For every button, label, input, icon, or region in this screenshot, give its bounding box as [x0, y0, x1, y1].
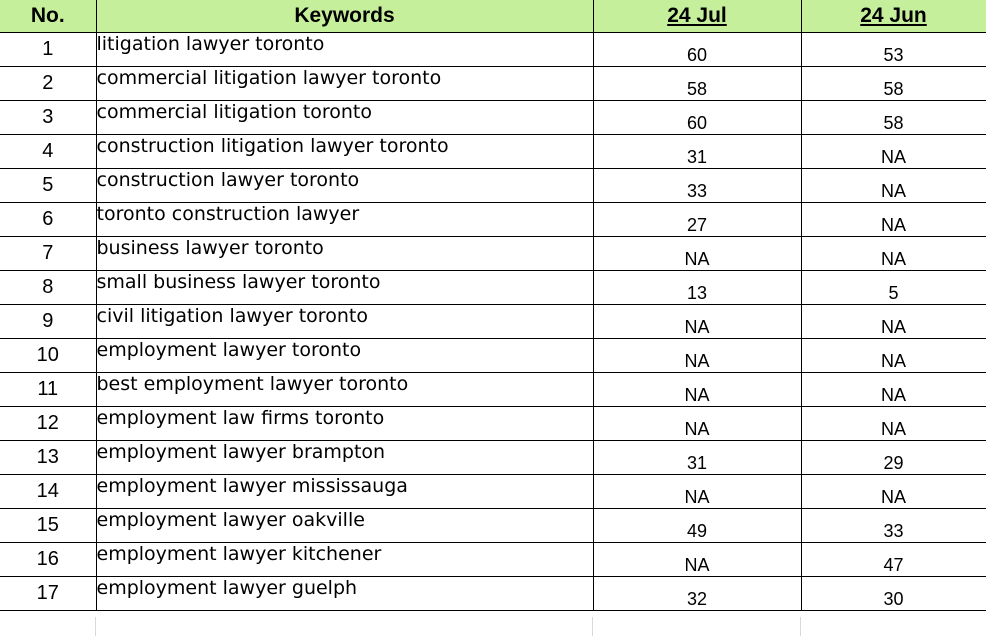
- gridline: [592, 617, 593, 636]
- keyword-cell[interactable]: commercial litigation toronto: [96, 101, 593, 135]
- table-row: [0, 169, 986, 203]
- table-row: [0, 271, 986, 305]
- keyword-cell[interactable]: construction lawyer toronto: [96, 169, 593, 203]
- row-number-cell[interactable]: 5: [0, 169, 96, 203]
- rank-24-jun-cell[interactable]: NA: [801, 169, 986, 203]
- keyword-cell[interactable]: employment law firms toronto: [96, 407, 593, 441]
- rank-24-jul-cell[interactable]: NA: [593, 407, 801, 441]
- header-24-jul[interactable]: 24 Jul: [593, 0, 801, 33]
- keyword-cell[interactable]: litigation lawyer toronto: [96, 33, 593, 67]
- rank-24-jul-cell[interactable]: 49: [593, 509, 801, 543]
- rank-24-jul-cell[interactable]: 31: [593, 135, 801, 169]
- rank-24-jun-cell[interactable]: NA: [801, 135, 986, 169]
- rank-24-jun-cell[interactable]: NA: [801, 203, 986, 237]
- keyword-cell[interactable]: employment lawyer oakville: [96, 509, 593, 543]
- keyword-cell[interactable]: best employment lawyer toronto: [96, 373, 593, 407]
- table-row: [0, 543, 986, 577]
- row-number-cell[interactable]: 13: [0, 441, 96, 475]
- row-number-cell[interactable]: 1: [0, 33, 96, 67]
- rank-24-jul-cell[interactable]: NA: [593, 305, 801, 339]
- row-number-cell[interactable]: 9: [0, 305, 96, 339]
- gridline: [95, 617, 96, 636]
- rank-24-jun-cell[interactable]: 53: [801, 33, 986, 67]
- gridline: [800, 617, 801, 636]
- keyword-cell[interactable]: employment lawyer kitchener: [96, 543, 593, 577]
- rank-24-jun-cell[interactable]: 58: [801, 67, 986, 101]
- keyword-cell[interactable]: employment lawyer brampton: [96, 441, 593, 475]
- rank-24-jun-cell[interactable]: 47: [801, 543, 986, 577]
- table-row: [0, 407, 986, 441]
- keyword-cell[interactable]: employment lawyer toronto: [96, 339, 593, 373]
- table-row: [0, 475, 986, 509]
- rank-24-jun-cell[interactable]: 29: [801, 441, 986, 475]
- rank-24-jul-cell[interactable]: 58: [593, 67, 801, 101]
- rank-24-jun-cell[interactable]: NA: [801, 475, 986, 509]
- table-row: [0, 203, 986, 237]
- rank-24-jun-cell[interactable]: NA: [801, 373, 986, 407]
- row-number-cell[interactable]: 4: [0, 135, 96, 169]
- rank-24-jul-cell[interactable]: 60: [593, 101, 801, 135]
- table-row: [0, 135, 986, 169]
- row-number-cell[interactable]: 10: [0, 339, 96, 373]
- row-number-cell[interactable]: 7: [0, 237, 96, 271]
- rank-24-jul-cell[interactable]: 32: [593, 577, 801, 611]
- keyword-cell[interactable]: toronto construction lawyer: [96, 203, 593, 237]
- row-number-cell[interactable]: 3: [0, 101, 96, 135]
- table-row: [0, 441, 986, 475]
- rank-24-jul-cell[interactable]: 27: [593, 203, 801, 237]
- empty-grid-row[interactable]: [0, 617, 986, 636]
- rank-24-jul-cell[interactable]: 13: [593, 271, 801, 305]
- rank-24-jul-cell[interactable]: 31: [593, 441, 801, 475]
- header-keywords[interactable]: Keywords: [96, 0, 593, 33]
- rank-24-jun-cell[interactable]: NA: [801, 339, 986, 373]
- table-row: [0, 339, 986, 373]
- rank-24-jul-cell[interactable]: 33: [593, 169, 801, 203]
- table-row: [0, 577, 986, 611]
- row-number-cell[interactable]: 11: [0, 373, 96, 407]
- row-number-cell[interactable]: 12: [0, 407, 96, 441]
- table-row: [0, 237, 986, 271]
- row-number-cell[interactable]: 8: [0, 271, 96, 305]
- keyword-cell[interactable]: construction litigation lawyer toronto: [96, 135, 593, 169]
- keyword-cell[interactable]: civil litigation lawyer toronto: [96, 305, 593, 339]
- row-number-cell[interactable]: 6: [0, 203, 96, 237]
- rank-24-jun-cell[interactable]: 30: [801, 577, 986, 611]
- keyword-cell[interactable]: business lawyer toronto: [96, 237, 593, 271]
- row-number-cell[interactable]: 16: [0, 543, 96, 577]
- rank-24-jun-cell[interactable]: 5: [801, 271, 986, 305]
- table-row: [0, 509, 986, 543]
- keyword-cell[interactable]: employment lawyer mississauga: [96, 475, 593, 509]
- header-24-jun[interactable]: 24 Jun: [801, 0, 986, 33]
- row-number-cell[interactable]: 15: [0, 509, 96, 543]
- table-row: [0, 33, 986, 67]
- keyword-cell[interactable]: small business lawyer toronto: [96, 271, 593, 305]
- rank-24-jul-cell[interactable]: NA: [593, 373, 801, 407]
- rank-24-jun-cell[interactable]: NA: [801, 407, 986, 441]
- rank-24-jul-cell[interactable]: NA: [593, 543, 801, 577]
- table-row: [0, 67, 986, 101]
- header-no[interactable]: No.: [0, 0, 96, 33]
- row-number-cell[interactable]: 17: [0, 577, 96, 611]
- rank-24-jul-cell[interactable]: NA: [593, 237, 801, 271]
- table-row: [0, 305, 986, 339]
- rank-24-jun-cell[interactable]: NA: [801, 237, 986, 271]
- rank-24-jul-cell[interactable]: 60: [593, 33, 801, 67]
- rank-24-jun-cell[interactable]: NA: [801, 305, 986, 339]
- rank-24-jun-cell[interactable]: 33: [801, 509, 986, 543]
- rank-24-jul-cell[interactable]: NA: [593, 475, 801, 509]
- rank-24-jun-cell[interactable]: 58: [801, 101, 986, 135]
- row-number-cell[interactable]: 14: [0, 475, 96, 509]
- table-body: [0, 33, 986, 611]
- table-row: [0, 101, 986, 135]
- rank-24-jul-cell[interactable]: NA: [593, 339, 801, 373]
- header-row: [0, 0, 986, 33]
- keyword-cell[interactable]: employment lawyer guelph: [96, 577, 593, 611]
- row-number-cell[interactable]: 2: [0, 67, 96, 101]
- keyword-cell[interactable]: commercial litigation lawyer toronto: [96, 67, 593, 101]
- table-row: [0, 373, 986, 407]
